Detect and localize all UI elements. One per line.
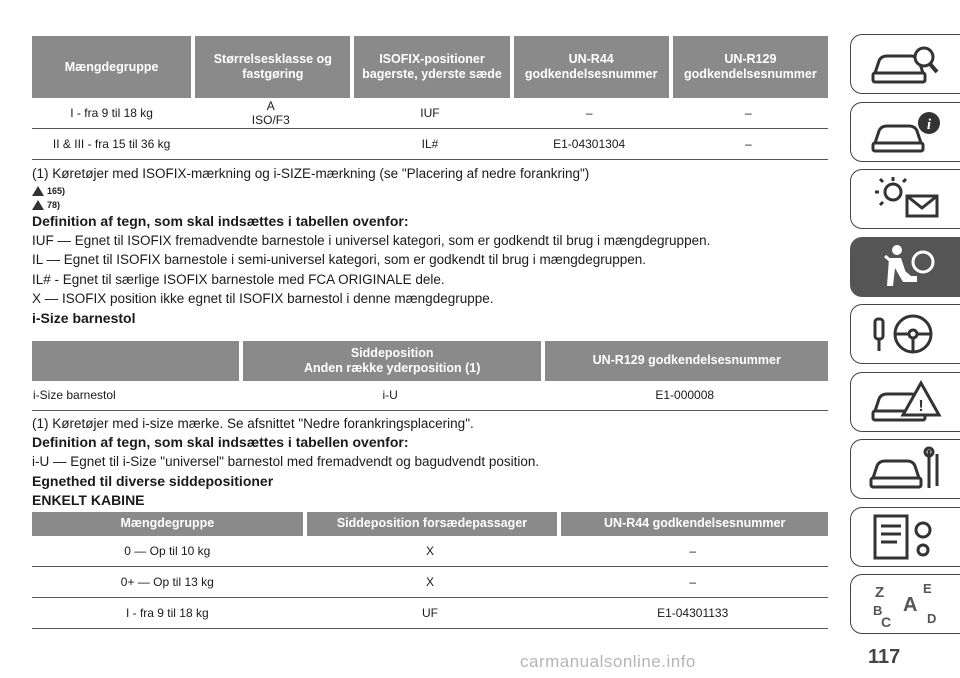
col-header: Siddeposition Anden række yderposition (1): [239, 341, 541, 381]
svg-text:A: A: [902, 594, 917, 616]
table-cell: –: [557, 567, 828, 598]
tab-maintenance[interactable]: [850, 439, 960, 499]
definition-line: IL# - Egnet til særlige ISOFIX barnestole med FCA ORIGINALE dele.: [32, 271, 445, 287]
section-heading: ENKELT KABINE: [32, 491, 145, 508]
table-cell: –: [669, 98, 828, 129]
table-row: [32, 536, 828, 567]
col-header: ISOFIX-positioner bagerste, yderste sæde: [350, 36, 509, 98]
table-cell: I - fra 9 til 18 kg: [32, 98, 191, 129]
warning-triangle-icon: [32, 186, 44, 196]
col-header: UN-R129 godkendelsesnummer: [541, 341, 828, 381]
warning-ref: 78): [32, 198, 828, 212]
alphabet-index-icon: [867, 579, 945, 629]
col-header: Størrelsesklasse og fastgøring: [191, 36, 350, 98]
section-heading: i-Size barnestol: [32, 309, 136, 326]
seat-airbag-icon: [867, 242, 945, 292]
svg-text:B: B: [872, 603, 882, 618]
definition-line: i-U — Egnet til i-Size "universel" barnestol med fremadvendt og bagudvendt position.: [32, 454, 540, 469]
definition-line: IL — Egnet til ISOFIX barnestole i semi-universel kategori, som er godkendt til brug i mængdegruppen.: [32, 252, 647, 267]
table-cell: [191, 129, 350, 160]
table-cell: 0+ — Op til 13 kg: [32, 567, 303, 598]
svg-text:E: E: [922, 581, 932, 596]
table-cell: 0 — Op til 10 kg: [32, 536, 303, 567]
tab-index[interactable]: [850, 574, 960, 634]
tab-warning-lights[interactable]: [850, 169, 960, 229]
table-cell: UF: [303, 598, 558, 629]
car-search-icon: [867, 39, 945, 89]
table-cell: II & III - fra 15 til 36 kg: [32, 129, 191, 160]
col-header: Mængdegruppe: [32, 512, 303, 536]
table-row: [32, 598, 828, 629]
table-cell: E1-04301304: [510, 129, 669, 160]
table-cell: X: [303, 567, 558, 598]
definition-line: IUF — Egnet til ISOFIX fremadvendte barnestole i universel kategori, som er godkendt til brug i mængdegruppen.: [32, 232, 711, 248]
col-header: UN-R129 godkendelsesnummer: [669, 36, 828, 98]
specs-gears-icon: [867, 512, 945, 562]
svg-text:D: D: [926, 611, 936, 626]
car-tools-icon: [867, 444, 945, 494]
table-cell: A ISO/F3: [191, 98, 350, 129]
car-crash-icon: [867, 377, 945, 427]
chapter-tabs: [850, 34, 960, 642]
isize-table: [32, 341, 828, 411]
table-cell: –: [510, 98, 669, 129]
tab-technical-data[interactable]: [850, 507, 960, 567]
table-row: [32, 129, 828, 160]
table-row: [32, 98, 828, 129]
col-header: Siddeposition forsædepassager: [303, 512, 558, 536]
tab-driving[interactable]: [850, 304, 960, 364]
svg-text:C: C: [880, 614, 891, 629]
isofix-table: [32, 36, 828, 160]
definition-heading: Definition af tegn, som skal indsættes i tabellen ovenfor:: [32, 434, 409, 450]
page-number: 117: [868, 646, 901, 668]
table-cell: E1-000008: [541, 381, 828, 411]
table-cell: E1-04301133: [557, 598, 828, 629]
table-cell: X: [303, 536, 558, 567]
col-header: [32, 341, 239, 381]
table-row: [32, 567, 828, 598]
table-cell: –: [557, 536, 828, 567]
col-header: UN-R44 godkendelsesnummer: [510, 36, 669, 98]
page-content: [32, 36, 828, 629]
table-cell: i-Size barnestol: [32, 381, 239, 411]
table-cell: I - fra 9 til 18 kg: [32, 598, 303, 629]
col-header: Mængdegruppe: [32, 36, 191, 98]
warning-light-icon: [867, 174, 945, 224]
watermark: carmanualsonline.info: [520, 652, 696, 671]
table-note: (1) Køretøjer med ISOFIX-mærkning og i-SIZE-mærkning (se "Placering af nedre forankring"): [32, 166, 590, 181]
svg-text:!: !: [917, 397, 924, 415]
table-cell: IUF: [350, 98, 509, 129]
steering-wheel-icon: [867, 309, 945, 359]
table-cell: i-U: [239, 381, 541, 411]
definition-line: X — ISOFIX position ikke egnet til ISOFIX barnestol i denne mængdegruppe.: [32, 291, 494, 306]
table-row: [32, 381, 828, 411]
tab-car-info[interactable]: [850, 102, 960, 162]
tab-emergency[interactable]: [850, 372, 960, 432]
svg-text:i: i: [926, 116, 931, 133]
svg-text:Z: Z: [874, 584, 884, 601]
tab-car-search[interactable]: [850, 34, 960, 94]
table-cell: IL#: [350, 129, 509, 160]
table-note: (1) Køretøjer med i-size mærke. Se afsnittet "Nedre forankringsplacering".: [32, 415, 474, 431]
col-header: UN-R44 godkendelsesnummer: [557, 512, 828, 536]
warning-triangle-icon: [32, 200, 44, 210]
warning-ref: 165): [32, 184, 828, 198]
car-info-icon: [867, 107, 945, 157]
definition-heading: Definition af tegn, som skal indsættes i tabellen ovenfor:: [32, 212, 409, 229]
seating-table: [32, 512, 828, 629]
table-cell: –: [669, 129, 828, 160]
tab-safety[interactable]: [850, 237, 960, 297]
section-heading: Egnethed til diverse siddepositioner: [32, 472, 274, 489]
